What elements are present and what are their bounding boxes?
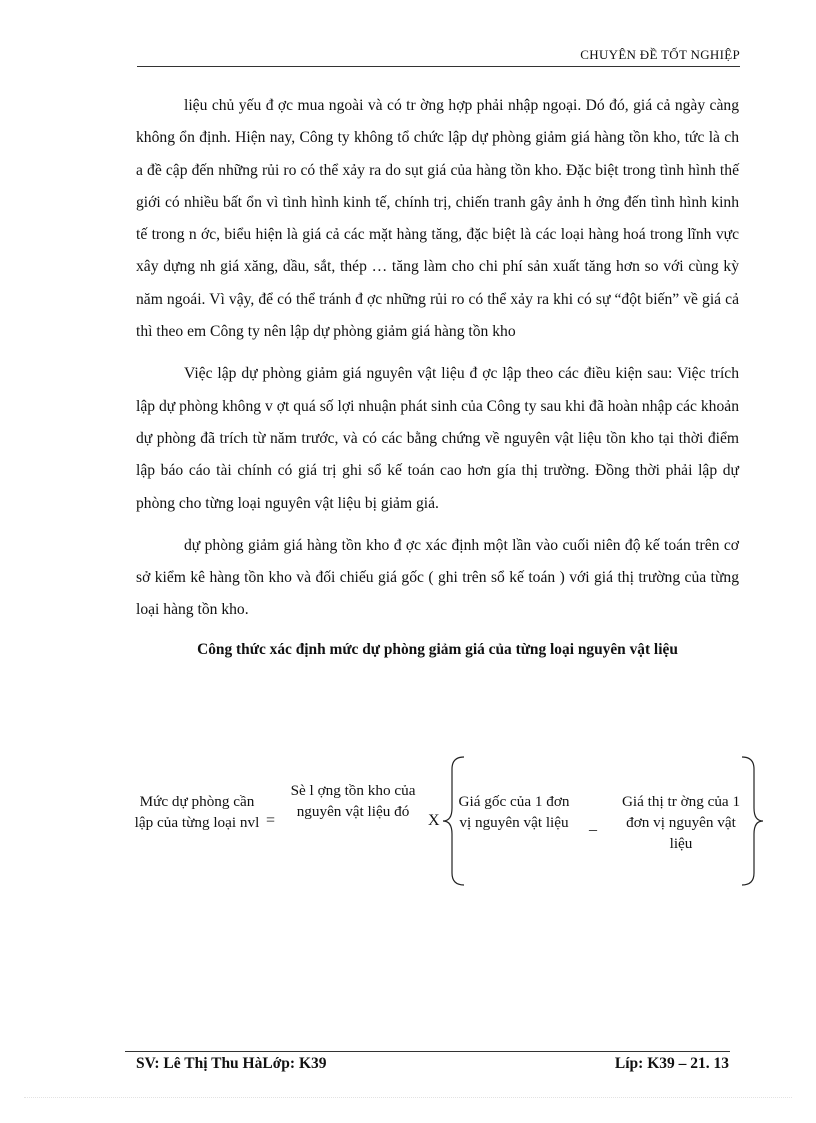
footer-divider bbox=[125, 1051, 730, 1052]
header-title: CHUYÊN ĐỀ TỐT NGHIỆP bbox=[580, 47, 740, 62]
formula-minus: _ bbox=[589, 816, 597, 833]
formula-original-price: Giá gốc của 1 đơn vị nguyên vật liệu bbox=[458, 793, 570, 831]
formula-title: Công thức xác định mức dự phòng giảm giá của từng loại nguyên vật liệu bbox=[197, 640, 678, 658]
page-bottom-border bbox=[24, 1097, 792, 1098]
body-text bbox=[136, 90, 739, 663]
header-divider bbox=[137, 66, 740, 67]
formula-equals: = bbox=[266, 812, 276, 829]
footer-student: SV: Lê Thị Thu HàLớp: K39 bbox=[136, 1055, 327, 1072]
paragraph-3: dự phòng giảm giá hàng tồn kho đ ợc xác định một lần vào cuối niên độ kế toán trên cơ sở kiểm kê hàng tồn kho và đối chiếu giá gốc ( ghi trên sổ kế toán ) với giá thị trường của từng loại hàng tồn kho. bbox=[136, 536, 739, 619]
formula-quantity: Sè l ợng tồn kho của nguyên vật liệu đó bbox=[290, 782, 416, 820]
formula-times: X bbox=[428, 812, 440, 829]
formula-market-price: Giá thị tr ờng của 1 đơn vị nguyên vật liệu bbox=[621, 793, 741, 852]
paragraph-2: Việc lập dự phòng giảm giá nguyên vật liệu đ ợc lập theo các điều kiện sau: Việc trích lập dự phòng không v ợt quá số lợi nhuận phát sinh của Công ty sau khi đã hoàn nhập các khoản dự phòng đã trích từ năm trước, và có các bằng chứng về nguyên vật liệu tồn kho tại thời điểm lập báo cáo tài chính có giá trị ghi sổ kế toán cao hơn gía thị trường. Đồng thời phải lập dự phòng cho từng loại nguyên vật liệu bị giảm giá. bbox=[136, 365, 739, 512]
footer-class: Líp: K39 – 21. 13 bbox=[614, 1055, 729, 1072]
formula-lhs: Mức dự phòng cần lập của từng loại nvl bbox=[134, 793, 260, 831]
paragraph-1: liệu chủ yếu đ ợc mua ngoài và có tr ờng hợp phải nhập ngoại. Dó đó, giá cả ngày càng không ổn định. Hiện nay, Công ty không tổ chức lập dự phòng giảm giá hàng tồn kho, tức là ch a đề cập đến những rủi ro có thể xảy ra do sụt giá của hàng tồn kho. Đặc biệt trong tình hình thế giới có nhiều bất ổn vì tình hình kinh tế, chính trị, chiến tranh gây ảnh h ởng đến tình hình kinh tế trong n ớc, biểu hiện là giá cả các mặt hàng tăng, đặc biệt là các loại hàng hoá trong lĩnh vực xây dựng nh giá xăng, dầu, sắt, thép … tăng làm cho chi phí sản xuất tăng hơn so với cùng kỳ năm ngoái. Vì vậy, để có thể tránh đ ợc những rủi ro có thể xảy ra khi có sự “đột biến” về giá cả thì theo em Công ty nên lập dự phòng giảm giá hàng tồn kho bbox=[136, 97, 739, 341]
